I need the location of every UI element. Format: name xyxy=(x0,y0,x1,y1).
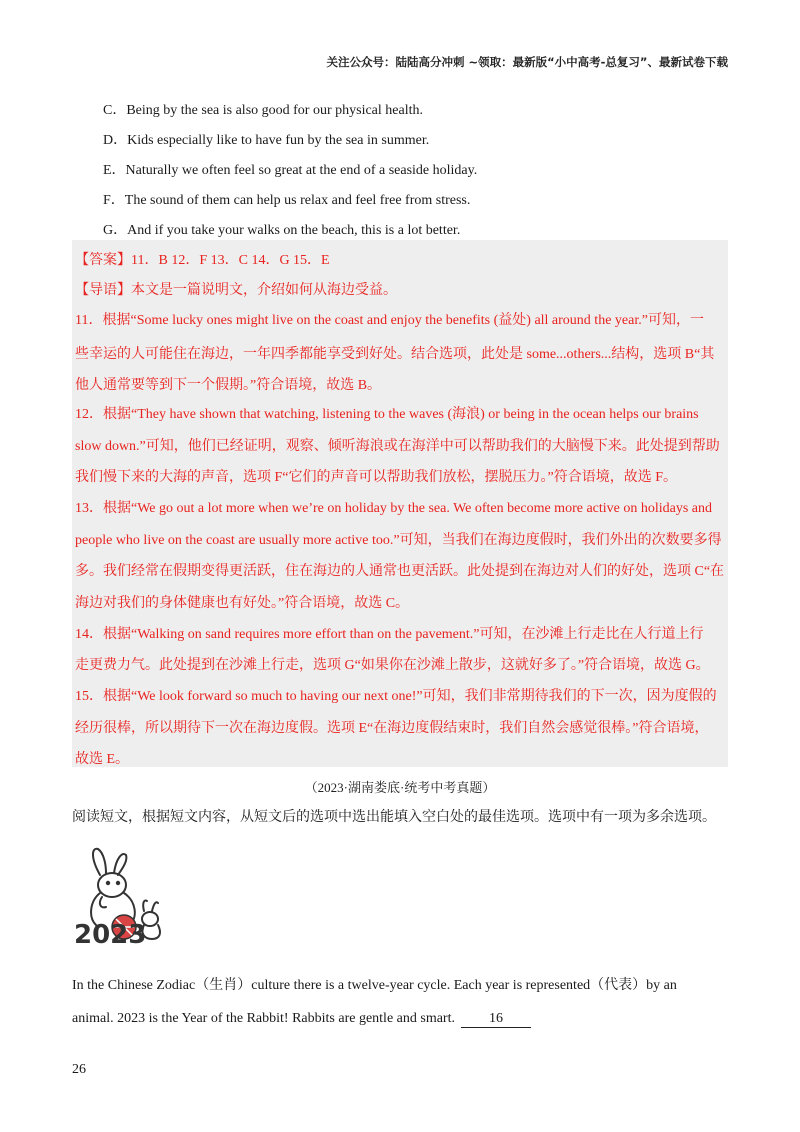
blank-16[interactable]: 16 xyxy=(461,1011,531,1028)
explanation-line: 多。我们经常在假期变得更活跃，住在海边的人通常也更活跃。此处提到在海边对人们的好处，选项 C“在 xyxy=(75,564,725,579)
answer-key: 【答案】11．B 12．F 13．C 14．G 15．E xyxy=(75,253,330,268)
rabbit-2023-illustration xyxy=(72,845,168,945)
svg-text:2023: 2023 xyxy=(74,920,147,945)
explanation-line: 经历很棒，所以期待下一次在海边度假。选项 E“在海边度假结束时，我们自然会感觉很棒。”符合语境， xyxy=(75,721,709,736)
source-citation: （2023·湖南娄底·统考中考真题） xyxy=(304,780,496,795)
explanation-line: people who live on the coast are usually more active too.”可知，当我们在海边度假时，我们外出的次数要多得 xyxy=(75,533,722,548)
explanation-line: 15．根据“We look forward so much to having our next one!”可知，我们非常期待我们的下一次，因为度假的 xyxy=(75,689,717,704)
explanation-line: 故选 E。 xyxy=(75,752,130,767)
explanation-line: 我们慢下来的大海的声音，选项 F“它们的声音可以帮助我们放松，摆脱压力。”符合语境，故选 F。 xyxy=(75,470,677,485)
page-header: 关注公众号：陆陆高分冲刺 ~领取：最新版“小中高考-总复习”、最新试卷下载 xyxy=(326,55,728,69)
explanation-line: 走更费力气。此处提到在沙滩上行走，选项 G“如果你在沙滩上散步，这就好多了。”符合语境，故选 G。 xyxy=(75,658,710,673)
explanation-line: 些幸运的人可能住在海边，一年四季都能享受到好处。结合选项，此处是 some...others...结构，选项 B“其 xyxy=(75,347,715,362)
passage-line xyxy=(72,1011,728,1028)
option-c: C．Being by the sea is also good for our physical health. xyxy=(103,103,423,118)
option-d: D．Kids especially like to have fun by the sea in summer. xyxy=(103,133,430,148)
explanation-line: 海边对我们的身体健康也有好处。”符合语境，故选 C。 xyxy=(75,596,410,611)
instruction-text: 阅读短文，根据短文内容，从短文后的选项中选出能填入空白处的最佳选项。选项中有一项为多余选项。 xyxy=(72,810,716,825)
explanation-line: 他人通常要等到下一个假期。”符合语境，故选 B。 xyxy=(75,378,382,393)
passage-line: In the Chinese Zodiac（生肖）culture there is a twelve-year cycle. Each year is represented（代表）by an xyxy=(72,978,677,993)
passage-line-text: animal. 2023 is the Year of the Rabbit! Rabbits are gentle and smart. xyxy=(72,1011,455,1026)
explanation-line: 14．根据“Walking on sand requires more effort than on the pavement.”可知，在沙滩上行走比在人行道上行 xyxy=(75,627,704,642)
explanation-line: slow down.”可知，他们已经证明，观察、倾听海浪或在海洋中可以帮助我们的大脑慢下来。此处提到帮助 xyxy=(75,439,720,454)
page-number: 26 xyxy=(72,1062,86,1077)
guide-text: 【导语】本文是一篇说明文，介绍如何从海边受益。 xyxy=(75,283,397,298)
option-e: E．Naturally we often feel so great at the end of a seaside holiday. xyxy=(103,163,478,178)
explanation-line: 12．根据“They have shown that watching, listening to the waves (海浪) or being in the ocean helps our brains xyxy=(75,407,699,422)
option-f: F．The sound of them can help us relax and feel free from stress. xyxy=(103,193,471,208)
explanation-line: 13．根据“We go out a lot more when we’re on holiday by the sea. We often become more active on holidays and xyxy=(75,501,713,516)
option-g: G．And if you take your walks on the beach, this is a lot better. xyxy=(103,223,461,238)
explanation-line: 11．根据“Some lucky ones might live on the coast and enjoy the benefits (益处) all around the year.”可知，一 xyxy=(75,313,704,328)
